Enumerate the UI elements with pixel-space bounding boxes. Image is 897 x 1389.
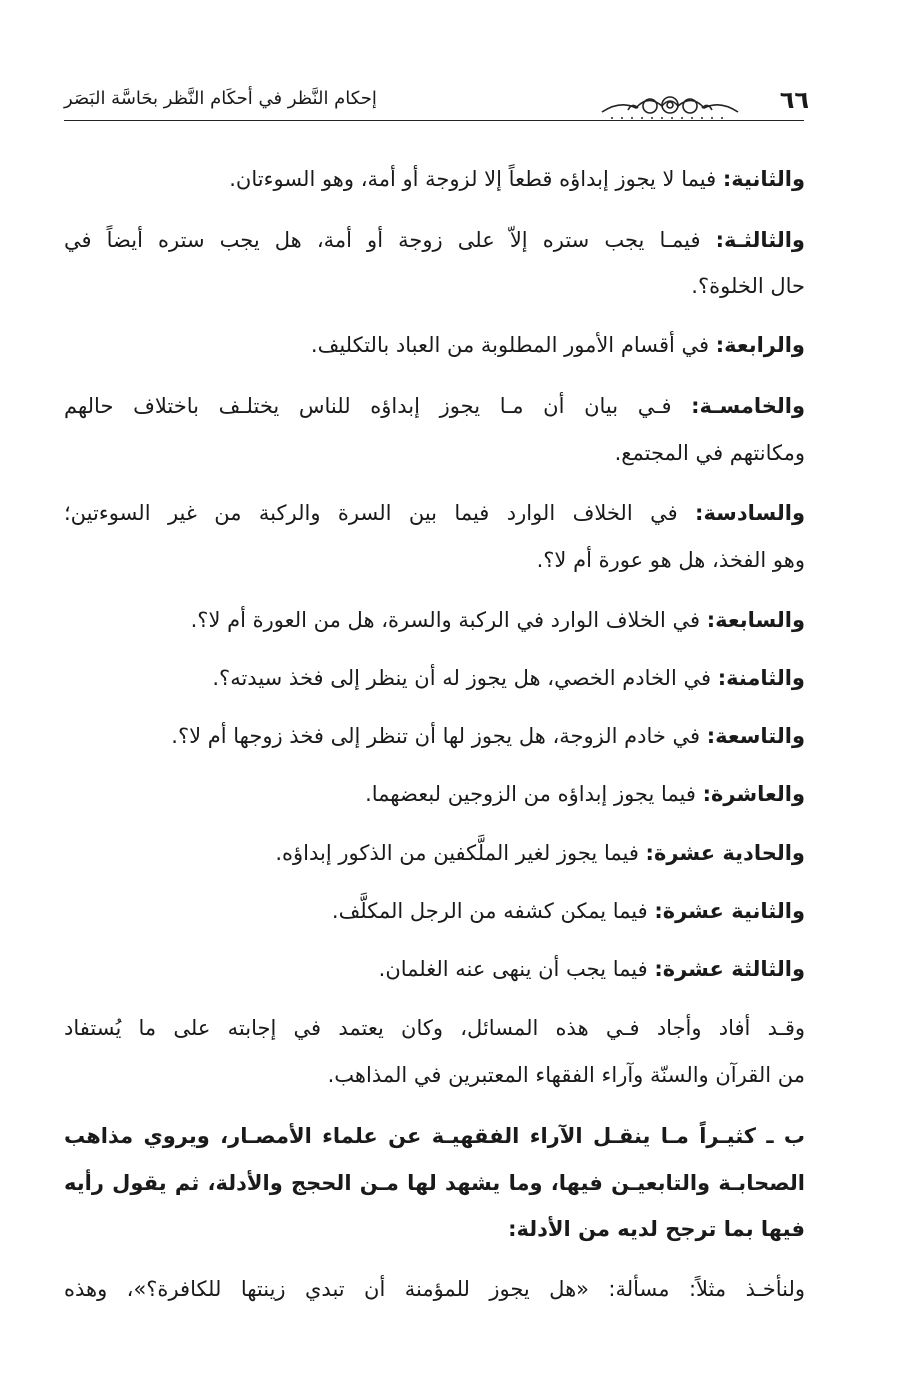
item-line: والثانية: فيما لا يجوز إبداؤه قطعاً إلا لزوجة أو أمة، وهو السوءتان. [229, 167, 805, 191]
item-line: والرابعة: في أقسام الأمور المطلوبة من العباد بالتكليف. [310, 333, 805, 357]
item-line: والسادسة: في الخلاف الوارد فيما بين السرة والركبة من غير السوءتين؛ [64, 501, 805, 525]
item-line: والثالثـة: فيمـا يجب ستره إلاّ على زوجة أو أمة، هل يجب ستره أيضاً في [64, 228, 805, 252]
item-line: والثانية عشرة: فيما يمكن كشفه من الرجل المكلَّف. [331, 899, 805, 923]
item-line: والعاشرة: فيما يجوز إبداؤه من الزوجين لبعضهما. [365, 782, 805, 806]
item-line: والسابعة: في الخلاف الوارد في الركبة والسرة، هل من العورة أم لا؟. [190, 608, 805, 632]
item-line: والخامسـة: فـي بيان أن مـا يجوز إبداؤه للناس يختلـف باختلاف حالهم [64, 394, 805, 418]
bold-paragraph-line: ب ـ كثيـراً مـا ينقـل الآراء الفقهيـة عن علماء الأمصـار، ويروي مذاهب [64, 1124, 805, 1148]
header-rule [64, 120, 804, 121]
item-continuation: حال الخلوة؟. [691, 274, 805, 298]
paragraph-line: وقـد أفاد وأجاد فـي هذه المسائل، وكان يعتمد في إجابته على ما يُستفاد [64, 1016, 805, 1040]
item-line: والحادية عشرة: فيما يجوز لغير الملَّكفين من الذكور إبداؤه. [275, 841, 805, 865]
bold-paragraph-line: الصحابـة والتابعيـن فيها، وما يشهد لها مـن الحجج والأدلة، ثم يقول رأيه [64, 1171, 805, 1195]
item-line: والتاسعة: في خادم الزوجة، هل يجوز لها أن تنظر إلى فخذ زوجها أم لا؟. [171, 724, 805, 748]
item-continuation: وهو الفخذ، هل هو عورة أم لا؟. [536, 548, 805, 572]
item-continuation: ومكانتهم في المجتمع. [614, 441, 805, 465]
running-title: إحكام النَّظر في أحكَام النَّظر بحَاسَّة البَصَر [64, 88, 377, 109]
paragraph-line: ولنأخـذ مثلاً: مسألة: «هل يجوز للمؤمنة أن تبدي زينتها للكافرة؟»، وهذه [64, 1277, 805, 1301]
item-line: والثامنة: في الخادم الخصي، هل يجوز له أن ينظر إلى فخذ سيدته؟. [212, 666, 805, 690]
paragraph-line: من القرآن والسنّة وآراء الفقهاء المعتبرين في المذاهب. [327, 1063, 805, 1087]
ornament-icon [600, 90, 740, 122]
item-line: والثالثة عشرة: فيما يجب أن ينهى عنه الغلمان. [378, 957, 805, 981]
page-number: ٦٦ [779, 86, 809, 114]
bold-paragraph-line: فيها بما ترجح لديه من الأدلة: [508, 1217, 805, 1241]
